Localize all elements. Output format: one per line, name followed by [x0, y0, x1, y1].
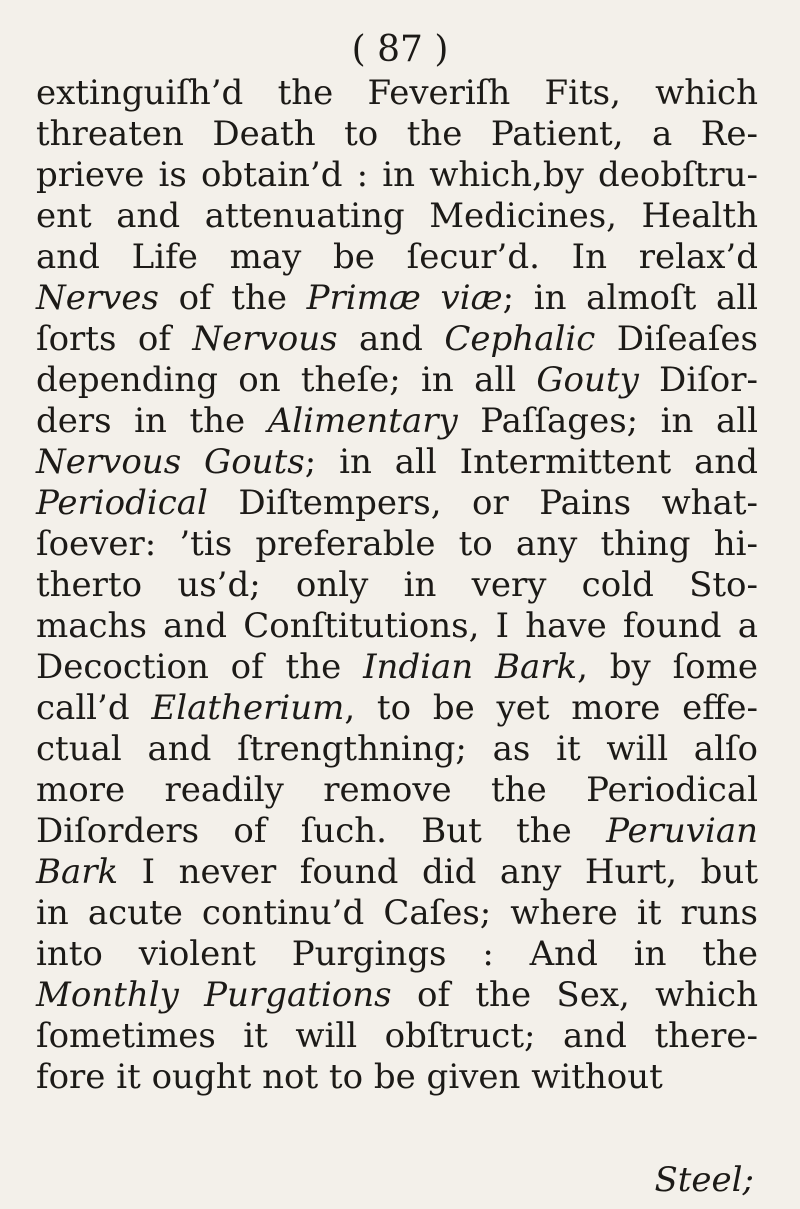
- text-run: extinguiſh’d the Feveriſh Fits, which: [36, 73, 758, 113]
- text-run: machs and Conſtitutions, I have found a: [36, 606, 758, 646]
- text-run: ſometimes it will obſtruct; and there-: [36, 1016, 758, 1056]
- italic-run: Elatherium: [151, 688, 345, 728]
- text-line: [36, 319, 758, 360]
- text-run: depending on theſe; in all: [36, 360, 537, 400]
- text-line: [36, 73, 758, 114]
- text-run: in acute continu’d Caſes; where it runs: [36, 893, 758, 933]
- text-line: [36, 196, 758, 237]
- text-run: ſorts of: [36, 319, 193, 359]
- text-line: [36, 688, 758, 729]
- text-line: [36, 811, 758, 852]
- text-line: [36, 278, 758, 319]
- text-line: [36, 524, 758, 565]
- italic-run: Primæ viæ: [306, 278, 503, 318]
- text-run: prieve is obtain’d : in which,by deobſtru-: [36, 155, 758, 195]
- text-run: therto us’d; only in very cold Sto-: [36, 565, 758, 605]
- text-line: [36, 606, 758, 647]
- text-run: more readily remove the Periodical: [36, 770, 758, 810]
- text-run: of the Sex, which: [391, 975, 758, 1015]
- italic-run: Indian Bark: [363, 647, 578, 687]
- text-line: [36, 565, 758, 606]
- text-line: [36, 647, 758, 688]
- text-line: [36, 934, 758, 975]
- text-run: ; in almoſt all: [502, 278, 758, 318]
- text-line: [36, 729, 758, 770]
- text-line: [36, 114, 758, 155]
- text-run: Diſtempers, or Pains what-: [207, 483, 758, 523]
- text-run: Diſeaſes: [595, 319, 758, 359]
- text-line: [36, 1057, 758, 1098]
- text-run: Diſor-: [638, 360, 758, 400]
- catchword: Steel;: [654, 1160, 754, 1200]
- italic-run: Alimentary: [267, 401, 458, 441]
- text-run: I never found did any Hurt, but: [118, 852, 758, 892]
- text-line: [36, 770, 758, 811]
- text-run: , by ſome: [577, 647, 758, 687]
- text-run: ; in all Intermittent and: [304, 442, 758, 482]
- text-line: [36, 237, 758, 278]
- body-text: [36, 73, 758, 1098]
- text-line: [36, 155, 758, 196]
- text-line: [36, 893, 758, 934]
- text-line: [36, 483, 758, 524]
- text-run: into violent Purgings : And in the: [36, 934, 758, 974]
- text-line: [36, 852, 758, 893]
- italic-run: Gouty: [536, 360, 639, 400]
- text-run: and: [337, 319, 445, 359]
- text-run: , to be yet more effe-: [344, 688, 759, 728]
- text-line: [36, 401, 758, 442]
- text-run: Paſſages; in all: [457, 401, 758, 441]
- italic-run: Nerves: [36, 278, 159, 318]
- text-run: ent and attenuating Medicines, Health: [36, 196, 758, 236]
- text-run: fore it ought not to be given without: [36, 1057, 663, 1097]
- text-run: ders in the: [36, 401, 268, 441]
- text-run: threaten Death to the Patient, a Re-: [36, 114, 758, 154]
- page-number: ( 87 ): [351, 29, 449, 70]
- text-line: [36, 1016, 758, 1057]
- text-run: Decoction of the: [36, 647, 364, 687]
- italic-run: Peruvian: [606, 811, 758, 851]
- text-line: [36, 360, 758, 401]
- italic-run: Nervous Gouts: [36, 442, 305, 482]
- text-run: ctual and ſtrengthning; as it will alſo: [36, 729, 758, 769]
- italic-run: Monthly Purgations: [36, 975, 392, 1015]
- text-run: Diſorders of ſuch. But the: [36, 811, 607, 851]
- text-run: ſoever: ’tis preferable to any thing hi-: [36, 524, 758, 564]
- italic-run: Periodical: [36, 483, 208, 523]
- text-run: call’d: [36, 688, 152, 728]
- text-line: [36, 975, 758, 1016]
- italic-run: Nervous: [192, 319, 338, 359]
- text-line: [36, 442, 758, 483]
- italic-run: Bark: [36, 852, 119, 892]
- text-run: and Life may be ſecur’d. In relax’d: [36, 237, 758, 277]
- text-run: of the: [158, 278, 307, 318]
- italic-run: Cephalic: [444, 319, 596, 359]
